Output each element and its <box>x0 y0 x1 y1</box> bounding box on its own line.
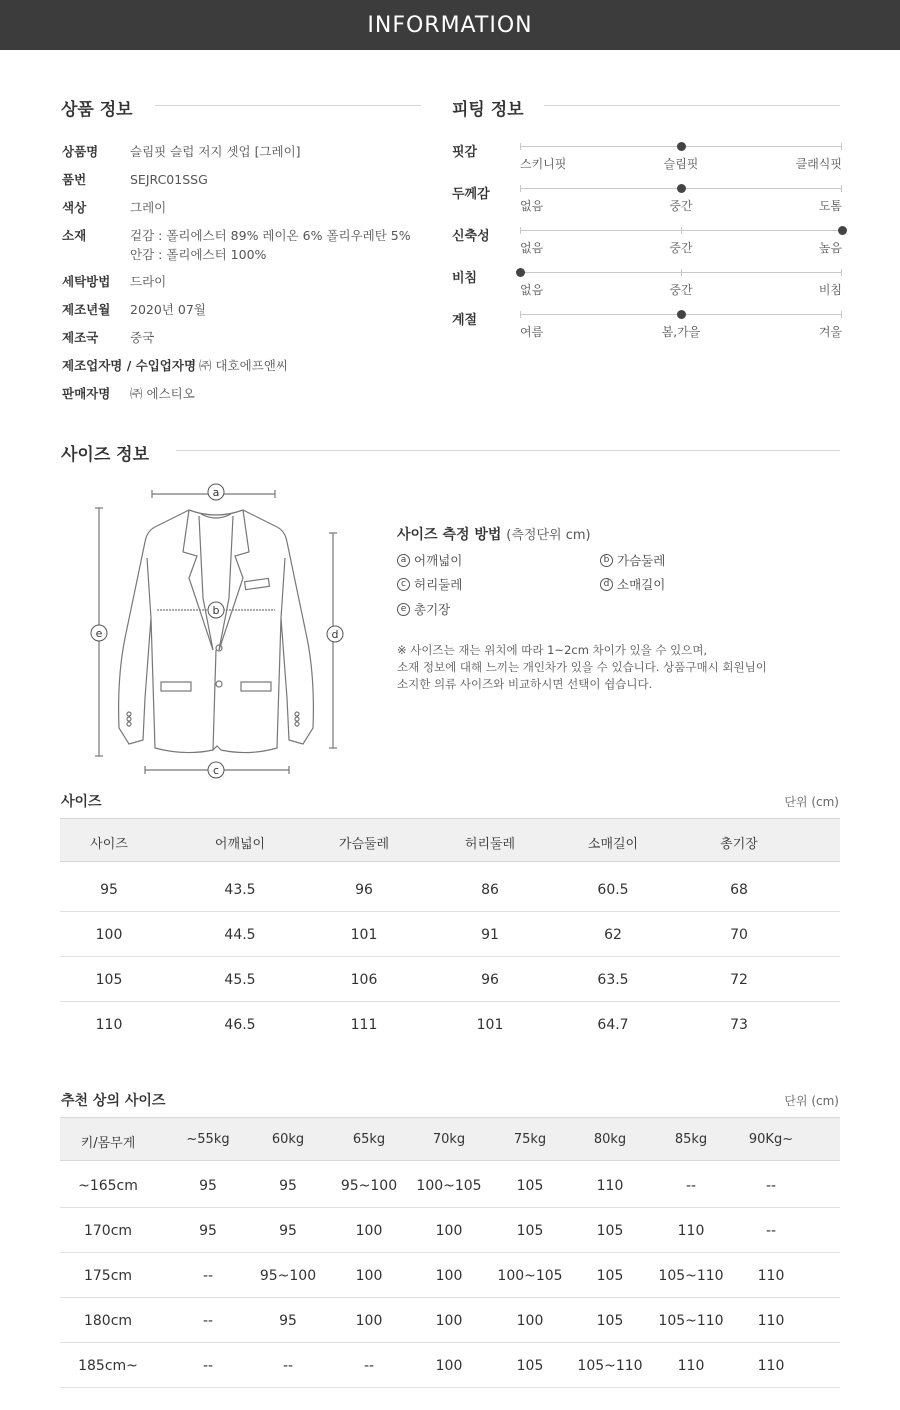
table-cell: 175cm <box>83 1268 133 1284</box>
fit-indicator-dot <box>677 184 686 193</box>
fit-option: 없음 <box>520 283 544 297</box>
table-cell: -- <box>685 1178 697 1194</box>
info-value: 겉감 : 폴리에스터 89% 레이온 6% 폴리우레탄 5% <box>130 228 411 243</box>
measure-item-d <box>600 575 665 593</box>
header-cell: 80kg <box>593 1132 627 1147</box>
table-cell: 100 <box>435 1223 463 1239</box>
table-cell: 86 <box>481 882 499 898</box>
table-cell: ~165cm <box>78 1178 138 1194</box>
table-cell: 111 <box>350 1017 378 1033</box>
table-cell: 180cm <box>83 1313 133 1329</box>
table-cell: -- <box>282 1358 294 1374</box>
size-note-line: 소지한 의류 사이즈와 비교하시면 선택이 쉽습니다. <box>397 677 653 691</box>
right-pocket <box>241 682 271 691</box>
info-label: 소재 <box>62 228 87 243</box>
fit-label: 계절 <box>452 313 478 328</box>
table-cell: 95 <box>279 1313 297 1329</box>
chest-pocket <box>245 578 270 589</box>
header-cell: 90Kg~ <box>748 1132 794 1147</box>
measure-label: 가슴둘레 <box>617 553 666 568</box>
fit-row-fit <box>452 141 842 181</box>
fit-tick <box>841 143 842 150</box>
table-cell: 170cm <box>83 1223 133 1239</box>
header-cell: 총기장 <box>720 837 758 852</box>
fit-row-sheerness <box>452 267 842 307</box>
table-cell: 101 <box>476 1017 504 1033</box>
table-cell: 45.5 <box>224 972 256 988</box>
mark-d: d <box>331 628 339 641</box>
measure-label: 총기장 <box>414 602 451 617</box>
size-note-line: 소재 정보에 대해 느끼는 개인차가 있을 수 있습니다. 상품구매시 회원님이 <box>397 660 767 674</box>
table-cell: 110 <box>757 1358 785 1374</box>
size-table-unit: 단위 (cm) <box>784 795 839 809</box>
info-value: ㈜ 에스티오 <box>130 386 195 401</box>
table-cell: 100 <box>355 1313 383 1329</box>
header-cell: 가슴둘레 <box>338 837 390 852</box>
header-cell: 허리둘레 <box>464 837 516 852</box>
table-cell: 110 <box>757 1268 785 1284</box>
measure-method-title <box>397 524 591 544</box>
table-cell: 105~110 <box>658 1268 724 1284</box>
table-cell: 105 <box>95 972 123 988</box>
table-cell: 44.5 <box>224 927 256 943</box>
table-row <box>60 1253 840 1298</box>
size-info-title: 사이즈 정보 <box>61 445 150 465</box>
table-cell: 185cm~ <box>78 1358 138 1374</box>
fit-tick <box>681 227 682 234</box>
header-cell: 키/몸무게 <box>80 1136 136 1151</box>
jacket-outline <box>119 510 314 753</box>
table-cell: 62 <box>604 927 622 943</box>
fit-indicator-dot <box>677 310 686 319</box>
header-cell: 70kg <box>432 1132 466 1147</box>
fit-label: 핏감 <box>452 145 478 160</box>
fit-label: 신축성 <box>452 229 490 244</box>
fit-row-season <box>452 309 842 349</box>
info-value: 중국 <box>130 330 155 345</box>
fit-tick <box>841 269 842 276</box>
mark-circle: a <box>397 554 410 567</box>
table-cell: 46.5 <box>224 1017 256 1033</box>
info-label: 제조년월 <box>62 302 111 317</box>
product-info-title: 상품 정보 <box>61 100 133 120</box>
fit-option: 봄,가을 <box>661 325 701 339</box>
header-cell: 65kg <box>352 1132 386 1147</box>
table-cell: 110 <box>677 1358 705 1374</box>
header-cell: 75kg <box>513 1132 547 1147</box>
table-cell: 105 <box>516 1178 544 1194</box>
table-row <box>60 1343 840 1388</box>
header-cell: 어깨넓이 <box>214 837 266 852</box>
mark-c: c <box>212 764 220 777</box>
fit-tick <box>520 311 521 318</box>
table-cell: 100 <box>435 1313 463 1329</box>
header-cell: ~55kg <box>186 1132 230 1147</box>
table-cell: 100~105 <box>497 1268 563 1284</box>
header-cell: 사이즈 <box>90 837 128 852</box>
table-cell: 105 <box>596 1223 624 1239</box>
table-row <box>60 957 840 1002</box>
table-cell: 63.5 <box>597 972 629 988</box>
fit-indicator-dot <box>838 226 847 235</box>
measure-item-e <box>397 600 450 618</box>
table-cell: 70 <box>730 927 748 943</box>
measure-label: 소매길이 <box>617 577 666 592</box>
mark-e: e <box>95 627 103 640</box>
info-label: 제조국 <box>62 330 99 345</box>
table-cell: 110 <box>95 1017 123 1033</box>
table-cell: 95 <box>100 882 118 898</box>
table-row <box>60 1163 840 1208</box>
table-row <box>60 1208 840 1253</box>
fit-option: 중간 <box>669 283 693 297</box>
mark-b: b <box>212 604 220 617</box>
rec-table-title: 추천 상의 사이즈 <box>61 1093 166 1109</box>
fit-tick <box>841 311 842 318</box>
table-cell: 95~100 <box>259 1268 317 1284</box>
mark-circle: c <box>397 578 410 591</box>
table-cell: 100 <box>95 927 123 943</box>
table-cell: 95 <box>199 1178 217 1194</box>
table-cell: 105~110 <box>577 1358 643 1374</box>
fitting-info-divider <box>544 105 840 106</box>
table-cell: 43.5 <box>224 882 256 898</box>
fit-indicator-dot <box>677 142 686 151</box>
table-cell: 96 <box>481 972 499 988</box>
fit-option: 높음 <box>818 241 842 255</box>
header-cell: 60kg <box>271 1132 305 1147</box>
info-value: SEJRC01SSG <box>130 172 208 187</box>
info-value-lining: 안감 : 폴리에스터 100% <box>130 247 267 262</box>
table-cell: 105~110 <box>658 1313 724 1329</box>
fit-option: 없음 <box>520 199 544 213</box>
table-cell: 110 <box>596 1178 624 1194</box>
table-cell: 96 <box>355 882 373 898</box>
fit-tick <box>841 185 842 192</box>
size-note-line: ※ 사이즈는 재는 위치에 따라 1~2cm 차이가 있을 수 있으며, <box>397 643 708 657</box>
fit-option: 클래식핏 <box>795 157 842 171</box>
info-value: ㈜ 대호에프앤씨 <box>199 358 288 373</box>
fit-indicator-dot <box>516 268 525 277</box>
info-label: 상품명 <box>62 144 99 159</box>
rec-table-header <box>60 1117 840 1161</box>
fit-label: 비침 <box>452 271 478 286</box>
table-cell: -- <box>202 1268 214 1284</box>
table-cell: -- <box>363 1358 375 1374</box>
table-cell: 105 <box>516 1358 544 1374</box>
table-cell: -- <box>202 1358 214 1374</box>
header-cell: 85kg <box>674 1132 708 1147</box>
info-value: 2020년 07월 <box>130 302 206 317</box>
table-cell: 105 <box>596 1313 624 1329</box>
fit-tick <box>520 185 521 192</box>
measure-label: 어깨넓이 <box>414 553 463 568</box>
table-cell: 91 <box>481 927 499 943</box>
size-table-header <box>60 818 840 862</box>
table-cell: 106 <box>350 972 378 988</box>
table-cell: 95 <box>279 1178 297 1194</box>
left-pocket <box>161 682 191 691</box>
table-row <box>60 1002 840 1047</box>
info-value: 드라이 <box>130 274 167 289</box>
table-cell: 95 <box>199 1223 217 1239</box>
table-cell: 110 <box>757 1313 785 1329</box>
measure-title-text: 사이즈 측정 방법 <box>397 527 502 543</box>
measure-label: 허리둘레 <box>414 577 463 592</box>
table-cell: -- <box>765 1178 777 1194</box>
table-cell: 95~100 <box>340 1178 398 1194</box>
table-cell: 60.5 <box>597 882 629 898</box>
fit-option: 중간 <box>669 241 693 255</box>
header-cell: 소매길이 <box>587 837 639 852</box>
fit-tick <box>520 143 521 150</box>
info-label: 품번 <box>62 172 87 187</box>
table-cell: 100 <box>516 1313 544 1329</box>
info-label: 색상 <box>62 200 87 215</box>
table-cell: 105 <box>516 1223 544 1239</box>
info-value: 슬림핏 슬럽 저지 셋업 [그레이] <box>130 144 301 159</box>
table-cell: 73 <box>730 1017 748 1033</box>
fit-scale-line <box>520 146 842 147</box>
fit-option: 여름 <box>520 325 544 339</box>
table-cell: 100 <box>435 1358 463 1374</box>
table-cell: 110 <box>677 1223 705 1239</box>
fit-option: 없음 <box>520 241 544 255</box>
table-cell: 100 <box>435 1268 463 1284</box>
fit-option: 도톰 <box>818 199 842 213</box>
measure-unit: (측정단위 cm) <box>506 528 591 543</box>
table-row <box>60 867 840 912</box>
fit-scale-line <box>520 188 842 189</box>
measure-item-c <box>397 575 462 593</box>
info-label: 제조업자명 / 수입업자명 <box>62 358 197 373</box>
product-info-divider <box>155 105 421 106</box>
table-cell: -- <box>202 1313 214 1329</box>
fit-option: 중간 <box>669 199 693 213</box>
table-row <box>60 1298 840 1343</box>
info-label: 판매자명 <box>62 386 111 401</box>
table-cell: 72 <box>730 972 748 988</box>
information-header <box>0 0 900 50</box>
fit-option: 스키니핏 <box>520 157 567 171</box>
fit-scale-line <box>520 314 842 315</box>
table-cell: 64.7 <box>597 1017 629 1033</box>
rec-table-unit: 단위 (cm) <box>784 1094 839 1108</box>
table-cell: 100~105 <box>416 1178 482 1194</box>
table-cell: -- <box>765 1223 777 1239</box>
mark-circle: e <box>397 603 410 616</box>
table-cell: 105 <box>596 1268 624 1284</box>
measure-item-b <box>600 551 665 569</box>
table-cell: 95 <box>279 1223 297 1239</box>
table-cell: 68 <box>730 882 748 898</box>
fit-option: 슬림핏 <box>663 157 699 171</box>
info-value: 그레이 <box>130 200 167 215</box>
fit-scale-line <box>520 272 842 273</box>
mark-circle: d <box>600 578 613 591</box>
fitting-info-title: 피팅 정보 <box>452 100 524 120</box>
fit-option: 비침 <box>818 283 842 297</box>
fit-row-stretch <box>452 225 842 265</box>
info-label: 세탁방법 <box>62 274 111 289</box>
mark-a: a <box>212 486 220 499</box>
size-table-title: 사이즈 <box>61 794 102 810</box>
table-cell: 101 <box>350 927 378 943</box>
table-cell: 100 <box>355 1268 383 1284</box>
fit-tick <box>520 227 521 234</box>
jacket-diagram <box>85 478 355 780</box>
measure-item-a <box>397 551 462 569</box>
fit-option: 겨울 <box>818 325 842 339</box>
fit-tick <box>681 269 682 276</box>
fit-row-thickness <box>452 183 842 223</box>
size-info-divider <box>176 450 840 451</box>
table-row <box>60 912 840 957</box>
fit-label: 두께감 <box>452 187 490 202</box>
fit-scale-line <box>520 230 842 231</box>
table-cell: 100 <box>355 1223 383 1239</box>
header-title: INFORMATION <box>367 12 533 38</box>
mark-circle: b <box>600 554 613 567</box>
